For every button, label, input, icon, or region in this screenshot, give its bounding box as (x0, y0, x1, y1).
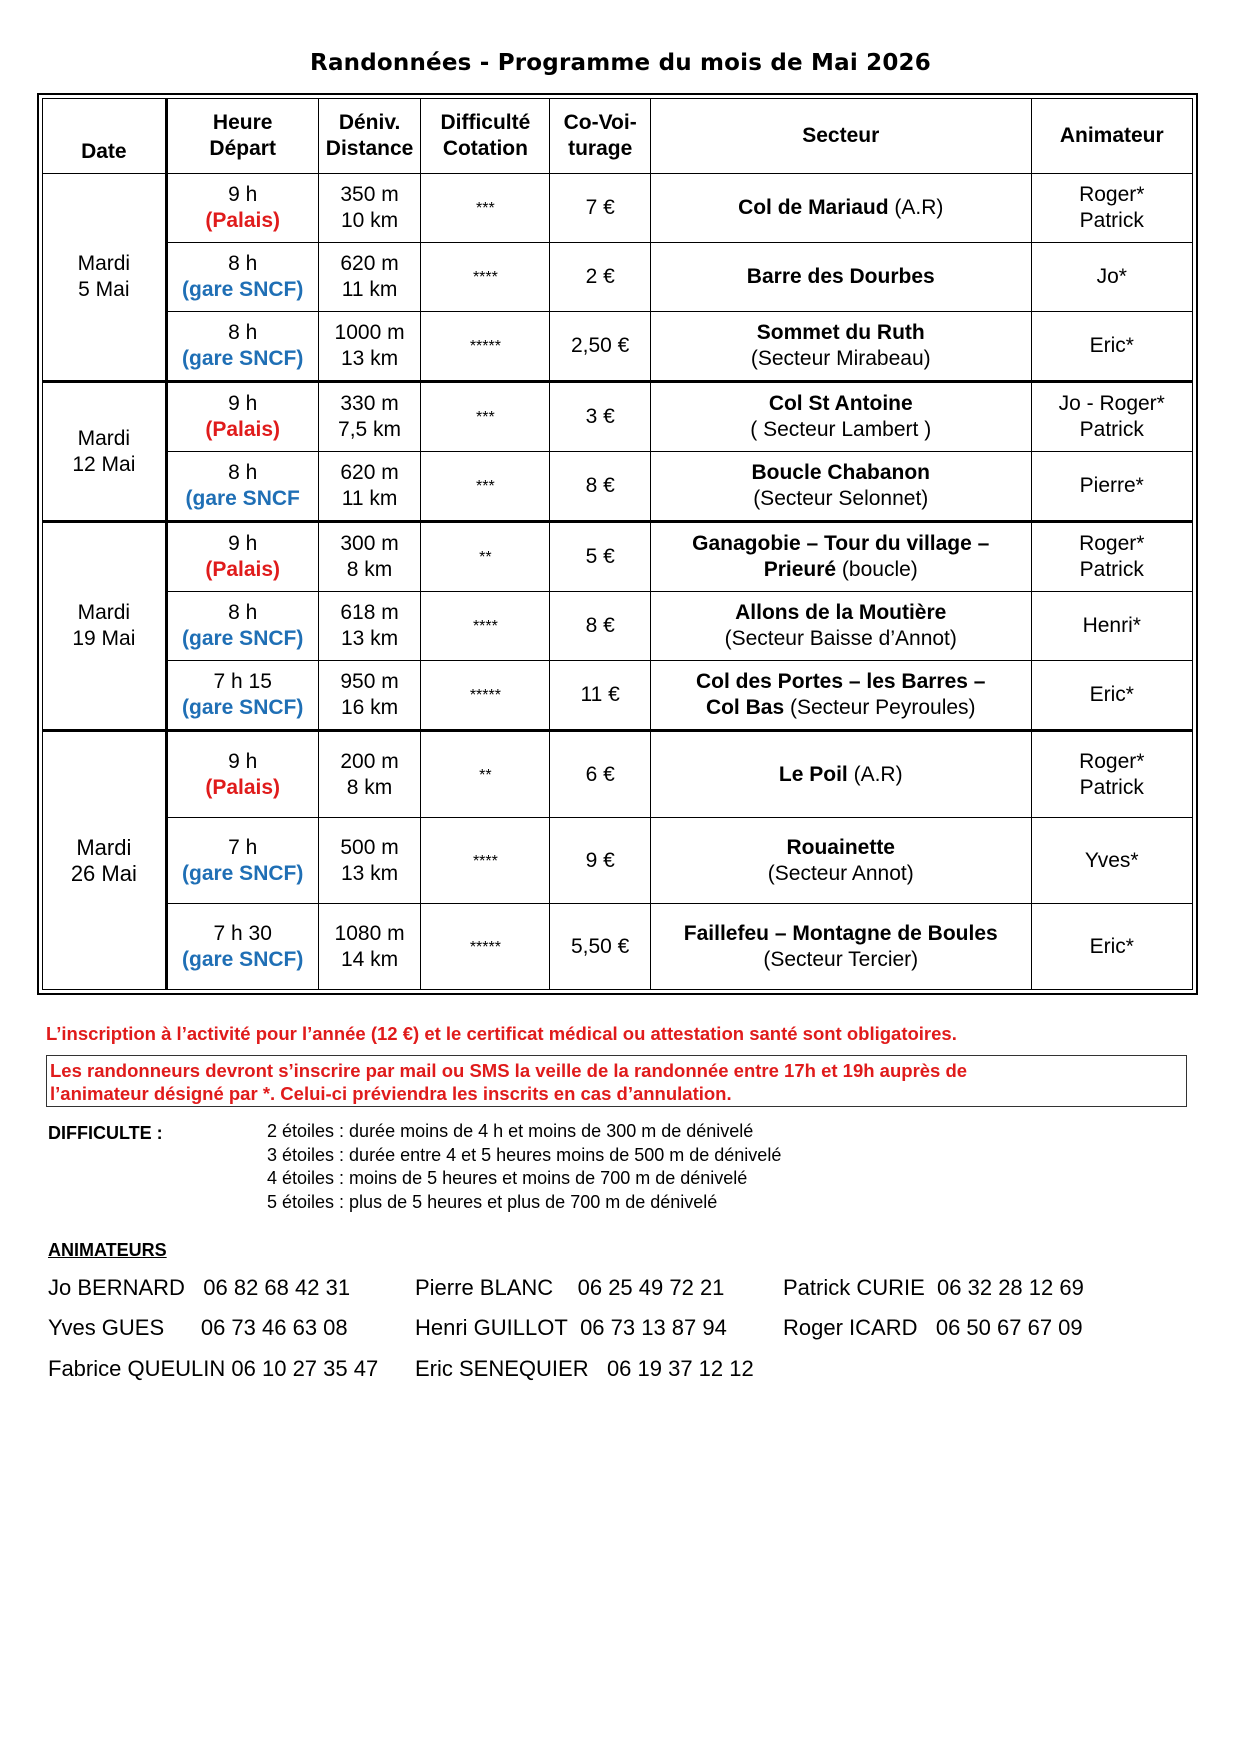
animateur-contact: Henri GUILLOT 06 73 13 87 94 (415, 1315, 727, 1340)
deniv-cell: 200 m 8 km (318, 731, 421, 818)
secteur-cell: Col de Mariaud (A.R) (650, 174, 1031, 243)
animateur-contact: Pierre BLANC 06 25 49 72 21 (415, 1275, 725, 1300)
table-row (43, 243, 1193, 312)
depart-place: (gare SNCF) (182, 278, 304, 301)
covoiturage-cell: 8 € (550, 452, 651, 522)
difficulty-stars: ** (479, 766, 492, 784)
table-row (43, 818, 1193, 904)
difficulte-cell (421, 904, 550, 990)
difficulte-legend (267, 1120, 781, 1214)
table-row (43, 904, 1193, 990)
date-cell: Mardi 26 Mai (43, 731, 167, 990)
animateur-contact: Jo BERNARD 06 82 68 42 31 (48, 1275, 351, 1300)
table-row (43, 661, 1193, 731)
animateur-cell: Yves* (1031, 818, 1192, 904)
animateur-cell: Roger* Patrick (1031, 731, 1192, 818)
animateur-cell: Jo* (1031, 243, 1192, 312)
animateurs-title: ANIMATEURS (48, 1240, 167, 1260)
table-row (43, 592, 1193, 661)
table-row (43, 312, 1193, 382)
covoiturage-cell: 5 € (550, 522, 651, 592)
date-cell: Mardi 12 Mai (43, 382, 167, 522)
heure-cell: 8 h (gare SNCF) (166, 243, 318, 312)
difficulte-label: DIFFICULTE : (48, 1123, 163, 1143)
secteur-cell: Rouainette (Secteur Annot) (650, 818, 1031, 904)
deniv-cell: 950 m 16 km (318, 661, 421, 731)
difficulte-cell (421, 382, 550, 452)
animateur-cell: Eric* (1031, 904, 1192, 990)
difficulty-stars: ***** (469, 338, 501, 355)
secteur-cell: Col St Antoine ( Secteur Lambert ) (650, 382, 1031, 452)
depart-place: (Palais) (205, 209, 281, 232)
covoiturage-cell: 3 € (550, 382, 651, 452)
difficulte-line: 2 étoiles : durée moins de 4 h et moins de 300 m de dénivelé (267, 1121, 754, 1141)
heure-cell: 7 h 30 (gare SNCF) (166, 904, 318, 990)
difficulte-cell (421, 731, 550, 818)
covoiturage-cell: 11 € (550, 661, 651, 731)
heure-cell: 7 h (gare SNCF) (166, 818, 318, 904)
difficulty-stars: *** (476, 409, 495, 426)
covoiturage-cell: 2,50 € (550, 312, 651, 382)
animateur-contact: Yves GUES 06 73 46 63 08 (48, 1315, 348, 1340)
difficulte-cell (421, 522, 550, 592)
depart-place: (Palais) (205, 418, 281, 441)
animateur-cell: Henri* (1031, 592, 1192, 661)
depart-place: (gare SNCF) (182, 861, 304, 885)
deniv-cell: 620 m 11 km (318, 452, 421, 522)
covoiturage-cell: 8 € (550, 592, 651, 661)
date-cell: Mardi 5 Mai (43, 174, 167, 382)
difficulte-cell (421, 312, 550, 382)
deniv-cell: 500 m 13 km (318, 818, 421, 904)
header-date: Date (43, 99, 167, 174)
animateur-cell: Pierre* (1031, 452, 1192, 522)
table-row (43, 382, 1193, 452)
difficulte-cell (421, 452, 550, 522)
difficulte-line: 4 étoiles : moins de 5 heures et moins de 700 m de dénivelé (267, 1168, 748, 1188)
depart-place: (gare SNCF) (182, 347, 304, 370)
difficulte-cell (421, 174, 550, 243)
covoiturage-cell: 5,50 € (550, 904, 651, 990)
deniv-cell: 620 m 11 km (318, 243, 421, 312)
table-row (43, 522, 1193, 592)
difficulty-stars: **** (472, 269, 498, 286)
covoiturage-cell: 6 € (550, 731, 651, 818)
depart-place: (gare SNCF) (182, 696, 304, 719)
difficulte-cell (421, 592, 550, 661)
table-header-row (43, 99, 1193, 174)
secteur-cell: Boucle Chabanon (Secteur Selonnet) (650, 452, 1031, 522)
animateur-cell: Eric* (1031, 661, 1192, 731)
secteur-cell: Ganagobie – Tour du village – Prieuré (boucle) (650, 522, 1031, 592)
heure-cell: 9 h (Palais) (166, 522, 318, 592)
secteur-cell: Sommet du Ruth (Secteur Mirabeau) (650, 312, 1031, 382)
difficulty-stars: *** (476, 478, 495, 495)
depart-place: (gare SNCF) (182, 627, 304, 650)
deniv-cell: 300 m 8 km (318, 522, 421, 592)
difficulty-stars: **** (472, 618, 498, 635)
deniv-cell: 1000 m 13 km (318, 312, 421, 382)
difficulte-cell (421, 661, 550, 731)
deniv-cell: 618 m 13 km (318, 592, 421, 661)
header-covoiturage: Co-Voi- turage (550, 99, 651, 174)
animateur-cell: Eric* (1031, 312, 1192, 382)
animateur-contact: Patrick CURIE 06 32 28 12 69 (783, 1275, 1084, 1300)
heure-cell: 8 h (gare SNCF) (166, 592, 318, 661)
deniv-cell: 1080 m 14 km (318, 904, 421, 990)
page-title: Randonnées - Programme du mois de Mai 2026 (310, 50, 931, 76)
animateur-cell: Roger* Patrick (1031, 174, 1192, 243)
program-table-frame (37, 93, 1198, 995)
secteur-cell: Le Poil (A.R) (650, 731, 1031, 818)
heure-cell: 9 h (Palais) (166, 731, 318, 818)
difficulte-cell (421, 243, 550, 312)
covoiturage-cell: 9 € (550, 818, 651, 904)
covoiturage-cell: 2 € (550, 243, 651, 312)
table-row (43, 452, 1193, 522)
heure-cell: 8 h (gare SNCF (166, 452, 318, 522)
depart-place: (gare SNCF) (182, 947, 304, 971)
header-secteur: Secteur (650, 99, 1031, 174)
difficulte-line: 5 étoiles : plus de 5 heures et plus de 700 m de dénivelé (267, 1191, 718, 1212)
rules-line: Les randonneurs devront s’inscrire par mail ou SMS la veille de la randonnée entre 17h et 19h auprès de (50, 1060, 968, 1081)
animateur-cell: Jo - Roger* Patrick (1031, 382, 1192, 452)
inscription-note: L’inscription à l’activité pour l’année (12 €) et le certificat médical ou attestation santé sont obligatoires. (46, 1023, 957, 1044)
secteur-cell: Barre des Dourbes (650, 243, 1031, 312)
heure-cell: 8 h (gare SNCF) (166, 312, 318, 382)
difficulty-stars: ***** (469, 687, 501, 704)
difficulte-line: 3 étoiles : durée entre 4 et 5 heures moins de 500 m de dénivelé (267, 1144, 782, 1165)
difficulty-stars: ** (479, 549, 492, 566)
animateur-contact: Roger ICARD 06 50 67 67 09 (783, 1315, 1083, 1340)
header-heure: Heure Départ (166, 99, 318, 174)
header-animateur: Animateur (1031, 99, 1192, 174)
inscription-rules-box (46, 1055, 1187, 1107)
difficulte-cell (421, 818, 550, 904)
table-row (43, 731, 1193, 818)
secteur-cell: Col des Portes – les Barres – Col Bas (Secteur Peyroules) (650, 661, 1031, 731)
difficulty-stars: ***** (469, 938, 501, 956)
animateur-cell: Roger* Patrick (1031, 522, 1192, 592)
difficulty-stars: **** (472, 852, 498, 870)
rules-line: l’animateur désigné par *. Celui-ci préviendra les inscrits en cas d’annulation. (50, 1083, 732, 1104)
depart-place: (Palais) (205, 558, 281, 581)
heure-cell: 9 h (Palais) (166, 382, 318, 452)
animateur-contact: Eric SENEQUIER 06 19 37 12 12 (415, 1356, 754, 1381)
header-deniv: Déniv. Distance (318, 99, 421, 174)
heure-cell: 7 h 15 (gare SNCF) (166, 661, 318, 731)
header-difficulte: Difficulté Cotation (421, 99, 550, 174)
difficulty-stars: *** (476, 200, 495, 217)
secteur-cell: Allons de la Moutière (Secteur Baisse d’Annot) (650, 592, 1031, 661)
table-row (43, 174, 1193, 243)
deniv-cell: 330 m 7,5 km (318, 382, 421, 452)
program-table (42, 98, 1193, 990)
deniv-cell: 350 m 10 km (318, 174, 421, 243)
heure-cell: 9 h (Palais) (166, 174, 318, 243)
secteur-cell: Faillefeu – Montagne de Boules (Secteur Tercier) (650, 904, 1031, 990)
animateur-contact: Fabrice QUEULIN 06 10 27 35 47 (48, 1356, 379, 1381)
date-cell: Mardi 19 Mai (43, 522, 167, 731)
depart-place: (Palais) (205, 775, 281, 799)
depart-place: (gare SNCF (185, 487, 300, 510)
covoiturage-cell: 7 € (550, 174, 651, 243)
